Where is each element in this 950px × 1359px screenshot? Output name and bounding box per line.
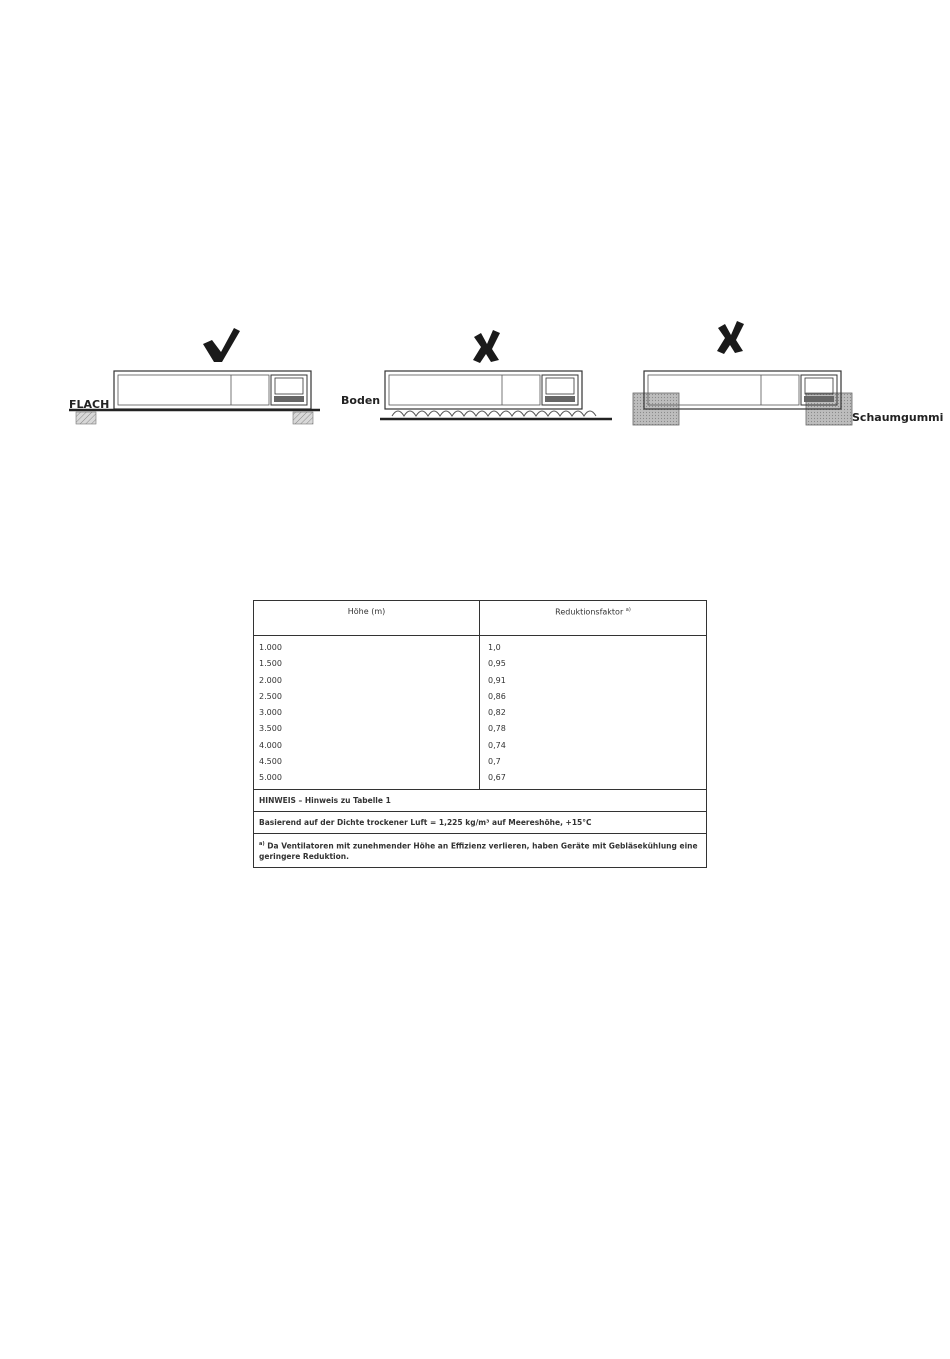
table-cell-height: 3.000 — [259, 708, 282, 718]
factor-column — [480, 636, 706, 789]
table-cell-height: 2.000 — [259, 675, 282, 685]
label-floor: Boden — [341, 394, 381, 407]
header-factor: Reduktionsfaktor $^{a)}$ — [555, 607, 631, 617]
table-cell-height: 4.000 — [259, 740, 282, 750]
table-body — [254, 636, 706, 790]
label-flat: FLACH — [69, 398, 110, 411]
table-cell-factor: 0,91 — [488, 675, 506, 685]
placement-diagram — [0, 300, 950, 460]
header-height: Höhe (m) — [254, 601, 480, 635]
altitude-reduction-table — [253, 600, 707, 868]
table-cell-height: 2.500 — [259, 691, 282, 701]
table-cell-height: 1.000 — [259, 643, 282, 652]
label-foam: Schaumgummi — [852, 411, 944, 424]
cross-icon — [473, 330, 500, 363]
table-cell-height: 3.500 — [259, 724, 282, 734]
cross-icon — [717, 321, 744, 354]
table-basis: Basierend auf der Dichte trockener Luft = 1,225 kg/m³ auf Meereshöhe, +15°C — [254, 812, 706, 834]
table-cell-height: 5.000 — [259, 773, 282, 783]
table-cell-factor: 0,82 — [488, 708, 506, 718]
table-cell-factor: 0,7 — [488, 757, 501, 767]
table-cell-factor: 0,74 — [488, 740, 506, 750]
scene-floor — [341, 330, 612, 419]
scene-foam — [633, 321, 943, 425]
placement-figure — [0, 300, 950, 460]
table-cell-height: 1.500 — [259, 659, 282, 669]
device-body — [385, 371, 582, 409]
table-cell-factor: 0,78 — [488, 724, 506, 734]
footnote-mark: a) — [259, 840, 265, 847]
check-icon — [203, 328, 240, 362]
table-cell-factor: 0,67 — [488, 773, 506, 783]
table-note: HINWEIS – Hinweis zu Tabelle 1 — [254, 790, 706, 812]
height-column — [254, 636, 480, 789]
table-cell-height: 4.500 — [259, 757, 282, 767]
table-cell-factor: 0,86 — [488, 691, 506, 701]
footnote-mark: a) — [625, 607, 631, 613]
scene-flat — [69, 328, 320, 424]
table-footnote: $^{a)}$ Da Ventilatoren mit zunehmender Höhe an Effizienz verlieren, haben Geräte mit Gebläsekühlung eine geringere Reduktion. — [259, 840, 698, 862]
table-cell-factor: 0,95 — [488, 659, 506, 669]
table-cell-factor: 1,0 — [488, 643, 501, 652]
table-header — [254, 601, 706, 636]
device-body — [114, 371, 311, 409]
